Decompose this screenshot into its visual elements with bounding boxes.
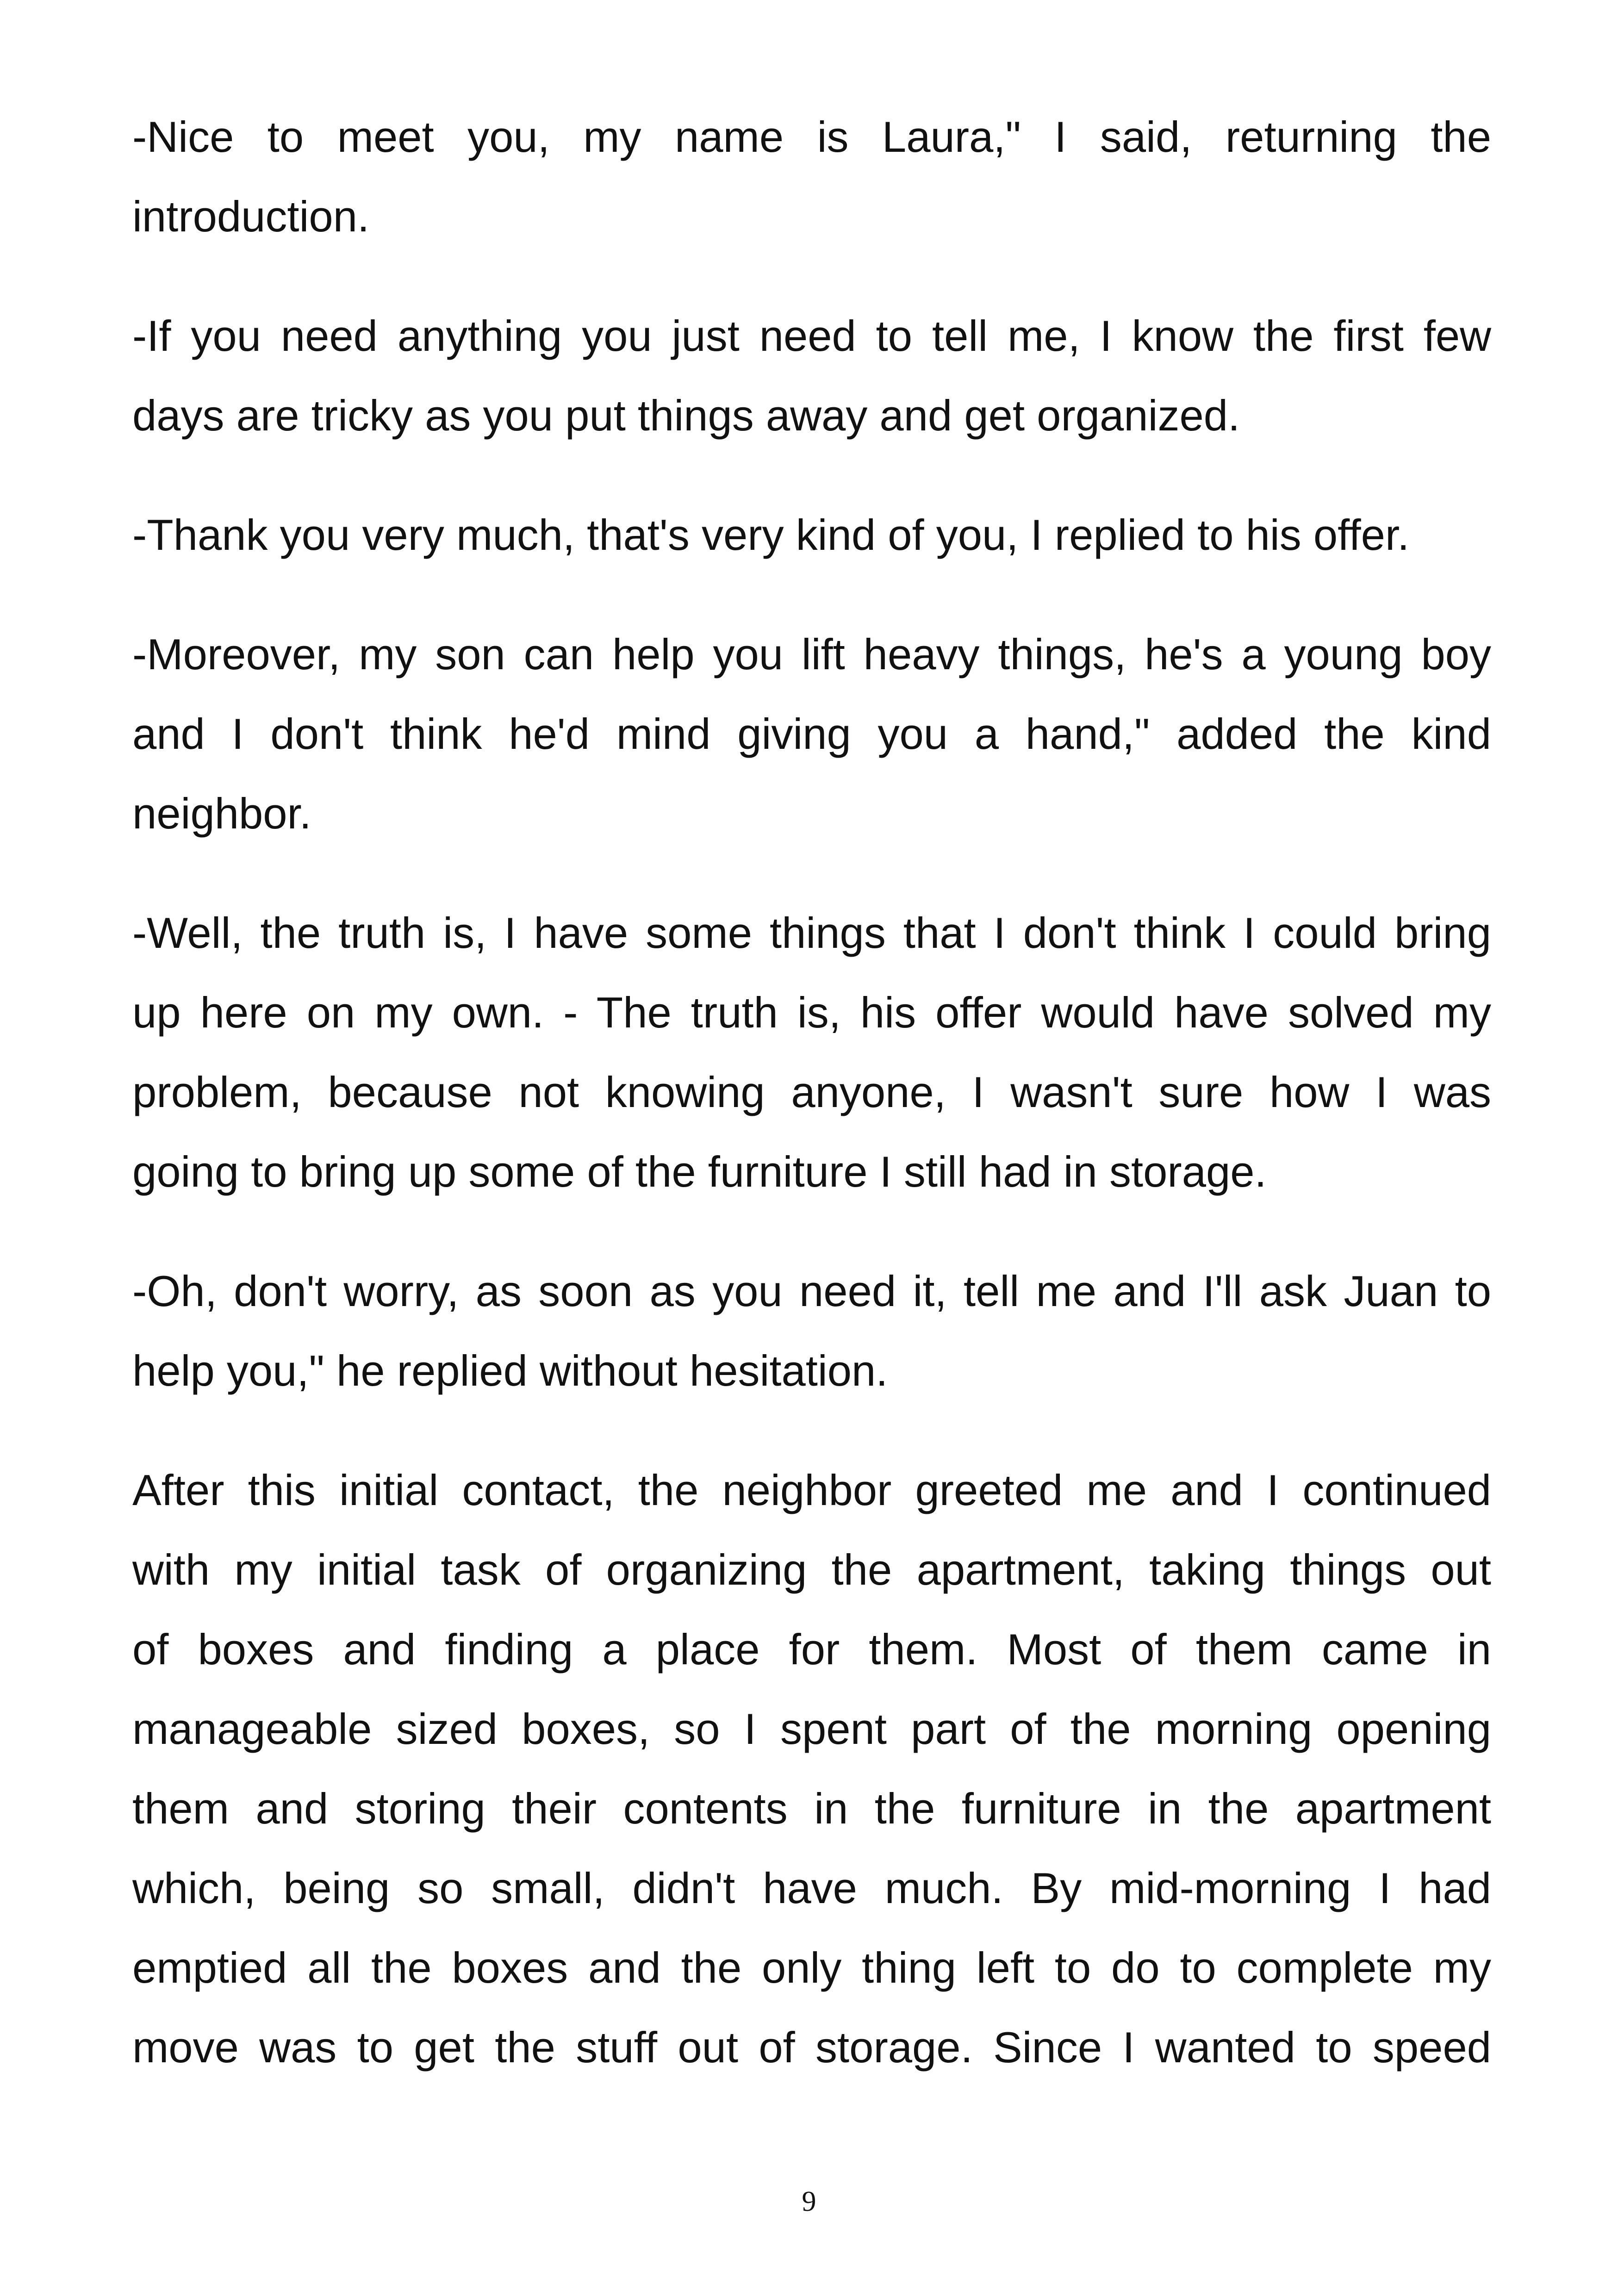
text-line: with my initial task of organizing the apartment, taking things out (132, 1545, 1491, 1594)
text-line: days are tricky as you put things away and get organized. (132, 391, 1240, 440)
text-line: them and storing their contents in the furniture in the apartment (132, 1784, 1491, 1833)
text-line: move was to get the stuff out of storage. Since I wanted to speed (132, 2023, 1491, 2072)
text-line: of boxes and finding a place for them. Most of them came in (132, 1625, 1491, 1674)
text-line: After this initial contact, the neighbor greeted me and I continued (132, 1466, 1491, 1514)
text-line: up here on my own. - The truth is, his offer would have solved my (132, 988, 1491, 1037)
body-text (132, 97, 1491, 2127)
text-line: going to bring up some of the furniture I still had in storage. (132, 1147, 1267, 1196)
text-line: -Moreover, my son can help you lift heavy things, he's a young boy (132, 630, 1491, 678)
text-line: -Thank you very much, that's very kind of you, I replied to his offer. (132, 510, 1410, 559)
page-number: 9 (802, 2186, 816, 2217)
text-line: -Nice to meet you, my name is Laura," I said, returning the (132, 112, 1491, 161)
text-line: help you," he replied without hesitation. (132, 1346, 888, 1395)
text-line: -Oh, don't worry, as soon as you need it, tell me and I'll ask Juan to (132, 1267, 1491, 1315)
paragraph (132, 893, 1491, 1212)
text-line: -Well, the truth is, I have some things that I don't think I could bring (132, 908, 1491, 957)
paragraph (132, 615, 1491, 853)
paragraph (132, 1450, 1491, 2087)
text-line: neighbor. (132, 789, 311, 838)
text-line: problem, because not knowing anyone, I wasn't sure how I was (132, 1068, 1491, 1116)
paragraph (132, 97, 1491, 256)
text-line: which, being so small, didn't have much. By mid-morning I had (132, 1864, 1491, 1912)
text-line: emptied all the boxes and the only thing left to do to complete my (132, 1943, 1491, 1992)
text-line: manageable sized boxes, so I spent part of the morning opening (132, 1705, 1491, 1753)
text-line: introduction. (132, 192, 370, 241)
paragraph (132, 495, 1491, 575)
text-line: and I don't think he'd mind giving you a hand," added the kind (132, 709, 1491, 758)
text-line: -If you need anything you just need to tell me, I know the first few (132, 311, 1491, 360)
paragraph (132, 296, 1491, 455)
paragraph (132, 1251, 1491, 1411)
